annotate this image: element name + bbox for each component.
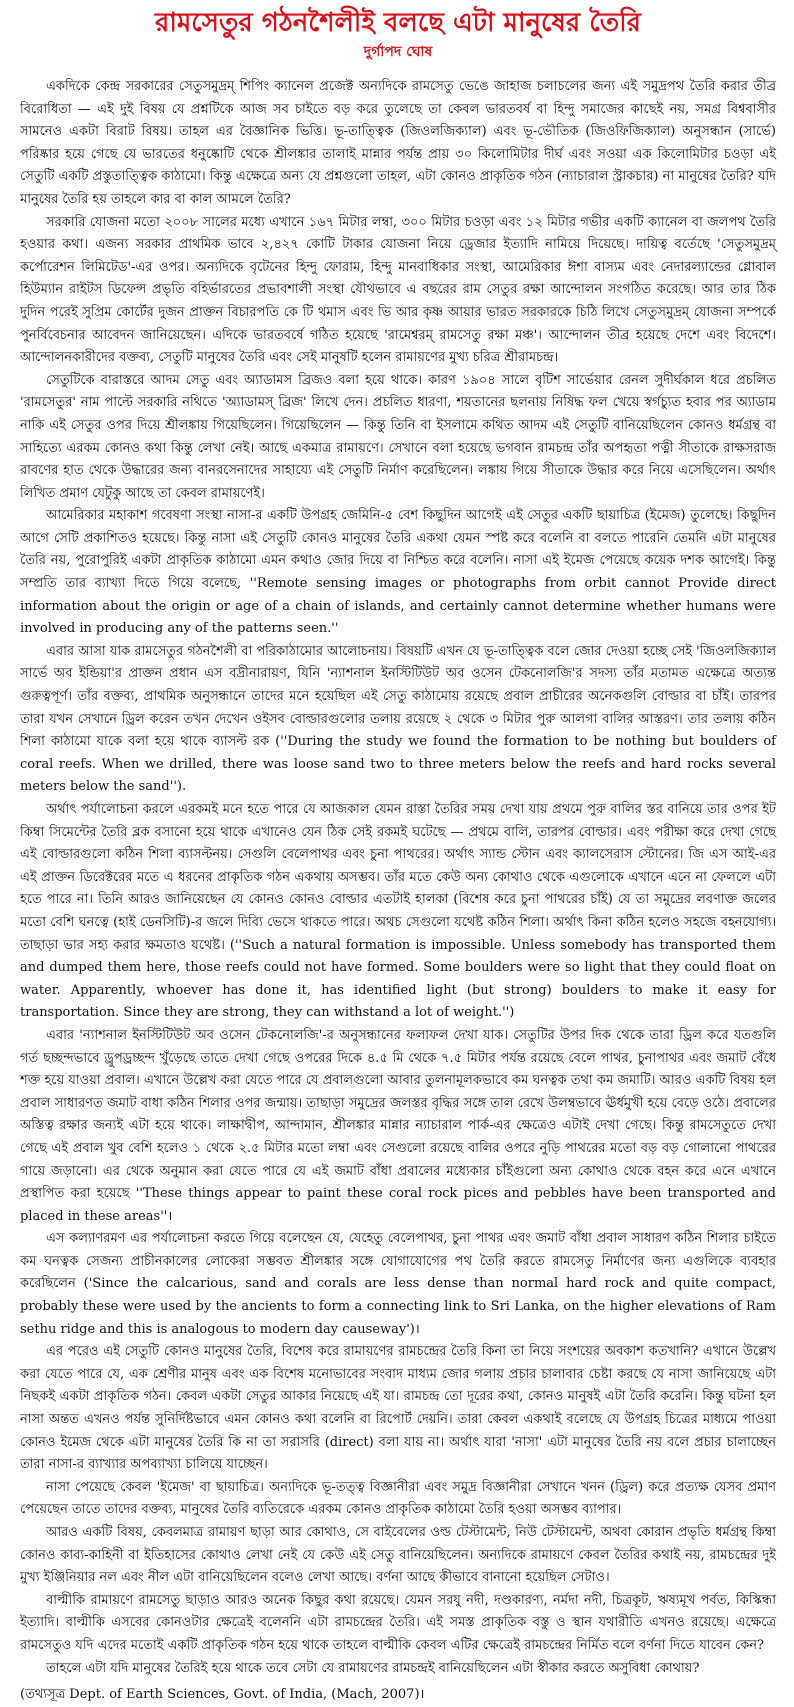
paragraph: সরকারি যোজনা মতো ২০০৮ সালের মধ্যে এখানে ১৬৭ মিটার লম্বা, ৩০০ মিটার চওড়া এবং ১২ মিটার গভীর একটি ক্যানেল বা জলপথ তৈরি হওয়ার কথা। এজন্য সরকার প্রাথমিক ভাবে ২,৪২৭ কোটি টাকার যোজনা নিয়ে ড্রেজার ইত্যাদি নামিয়ে দিয়েছে। দায়িত্ব বর্তেছে 'সেতুসমুদ্রম্‌ কর্পোরেশন লিমিটেড'-এর ওপর। অন্যদিকে বৃটেনের হিন্দু ফোরাম, হিন্দু মানবাধিকার সংস্থা, আমেরিকার ঈশা বাস্যম এবং নেদারল্যান্ডের গ্লোবাল হিউম্যান রাইটস ডিফেন্স প্রভৃতি বহির্ভারতের প্রভাবশালী সংস্থা যৌথভাবে এ বছরের রাম সেতুর রক্ষা আন্দোলন সংগঠিত করেছে। আর তার ঠিক দুদিন পরেই সুপ্রিম কোর্টের দুজন প্রাক্তন বিচারপতি কে টি থমাস এবং ভি আর কৃষ্ণ আয়ার ভারত সরকারকে চিঠি লিখে সেতুসমুদ্রম্‌ যোজনা সম্পর্কে পুনর্বিবেচনার আবেদন জানিয়েছেন। এদিকে ভারতবর্ষে গঠিত হয়েছে 'রামেশ্বরম্‌ রামসেতু রক্ষা মঞ্চ'। আন্দোলন তীব্র হয়েছে দেশে এবং বিদেশে। আন্দোলনকারীদের বক্তব্য, সেতুটি মানুষের তৈরি এবং সেই মানুষটি হলেন রামায়ণের মুখ্য চরিত্র শ্রীরামচন্দ্র। [20, 214, 776, 366]
paragraph: নাসা পেয়েছে কেবল 'ইমেজ' বা ছায়াচিত্র। অন্যদিকে ভূ-তত্ত্ব বিজ্ঞানীরা এবং সমুদ্র বিজ্ঞানীরা সেখানে খনন (ড্রিল) করে প্রত্যক্ষ যেসব প্রমাণ পেয়েছেন তাতে তাদের বক্তব্য, মানুষের তৈরি ব্যতিরেকে এরকম কোনও প্রাকৃতিক কাঠামো তৈরি হওয়া অসম্ভব ব্যাপার। [20, 1479, 776, 1518]
article-body [20, 76, 776, 1707]
paragraph: এবার 'ন্যাশনাল ইনস্টিটিউট অব ওসেন টেকনোলজি'-র অনুসন্ধানের ফলাফল দেখা যাক। সেতুটির উপর দিক থেকে তারা ড্রিল করে যতগুলি গর্ত ছচ্ছন্দভাবে ড্রুপড্রচ্ছন্দ খুঁড়েছে তাতে দেখা গেছে ওপরের দিকে ৪.৫ মি থেকে ৭.৫ মিটার পর্যন্ত রয়েছে বেলে পাথর, চুনাপাথর এবং জমাট বেঁধে শক্ত হয়ে যাওয়া প্রবাল। এখানে উল্লেখ করা যেতে পারে যে প্রবালগুলো আবার তুলনামূলকভাবে কম ঘনত্বক তথা কম জমাটি। আরও একটি বিষয় হল প্রবাল সাধারণত জমাট বাধা কঠিন শিলার ওপর জন্মায়। তাছাড়া সমুদ্রের জলস্তর বৃদ্ধির সঙ্গে তাল রেখে উলম্বভাবে ঊর্ধমুখী হয়ে বেড়ে ওঠে। প্রবালের অস্তিত্ব রক্ষার জন্যই এটা হয়ে থাকে। লাক্ষাদ্বীপ, আন্দামান, শ্রীলঙ্কার মান্নার ন্যাচারাল পার্ক-এর ক্ষেত্রেও এটাই দেখা গেছে। কিন্তু রামসেতুতে দেখা গেছে এই প্রবাল খুব বেশি হলেও ১ থেকে ২.৫ মিটার মতো লম্বা এবং সেগুলো রয়েছে বালির ওপরে নুড়ি পাথরের মতো বড় বড় গোলানো পাথরের গায়ে জড়ানো। এর থেকে অনুমান করা যেতে পারে যে এই জমাট বাঁধা প্রবালের মধ্যেকার চাঁইগুলো অন্য কোথাও থেকে বহন করে এনে এখানে প্রস্থাপিত করা হয়েছে ''These things appear to paint these coral rock pices and pebbles have been transported and placed in these areas''। [20, 1027, 777, 1224]
paragraph: এবার আসা যাক রামসেতুর গঠনশৈলী বা পরিকাঠামোর আলোচনায়। বিষয়টি এখন যে ভূ-তাত্ত্বিক বলে জোর দেওয়া হচ্ছে সেই 'জিওলজিক্যাল সার্ভে অব ইন্ডিয়া'র প্রাক্তন প্রধান এস বদ্রীনারায়ণ, যিনি 'ন্যাশনাল ইনস্টিটিউট অব ওসেন টেকনোলজি'র সদস্য তাঁর মতামত এক্ষেত্রে অত্যন্ত গুরুত্বপূর্ণ। তাঁর বক্তব্য, প্রাথমিক অনুসন্ধানে তাদের মনে হয়েছিল এই সেতু কাঠামোয় রয়েছে প্রবাল প্রাচীরের অনেকগুলি বোল্ডার বা চাঁই। তারপর তারা যখন সেখানে ড্রিল করেন তখন দেখেন ওইসব বোল্ডারগুলোর তলায় রয়েছে ২ থেকে ৩ মিটার পুরু আলগা বালির আস্তরণ। তার তলায় কঠিন শিলা কাঠামো যাকে বলা হয়ে থাকে ব্যাসল্ট রক (''During the study we found the formation to be nothing but boulders of coral reefs. When we drilled, there was loose sand two to three meters below the reefs and hard rocks several meters below the sand''). [20, 643, 777, 795]
paragraph: এর পরেও এই সেতুটি কোনও মানুষের তৈরি, বিশেষ করে রামায়ণের রামচন্দ্রের তৈরি কিনা তা নিয়ে সংশয়ের অবকাশ কতখানি? এখানে উল্লেখ করা যেতে পারে যে, এক শ্রেণীর মানুষ এবং এক বিশেষ মনোভাবের সংবাদ মাধ্যম জোর গলায় প্রচার চালাবার চেষ্টা করছে যে নাসা জানিয়েছে এটা নিছকই একটা প্রাকৃতিক গঠন। কেবল একটা সেতুর আকার নিয়েছে এই যা। রামচন্দ্র তো দূরের কথা, কোনও মানুষই এটা তৈরি করেনি। কিন্তু ঘটনা হল নাসা অন্তত এখনও পর্যন্ত সুনির্দিষ্টভাবে এমন কোনও কথা বলেনি বা রিপোর্ট দেয়নি। তারা কেবল একথাই বলেছে যে উপগ্রহ চিত্রের মাধ্যমে পাওয়া কোনও ইমেজ থেকে এটা মানুষের তৈরি কি না তা সরাসরি (direct) বলা যায় না। অর্থাৎ যারা 'নাসা' এটা মানুষের তৈরি নয় বলে প্রচার চালাচ্ছেন তারা নাসা-র ব্যাখ্যার অপব্যাখ্যা চালিয়ে যাচ্ছেন। [20, 1344, 776, 1473]
paragraph: বাল্মীকি রামায়ণে রামসেতু ছাড়াও আরও অনেক কিছুর কথা রয়েছে। যেমন সরযু নদী, দণ্ডকারণ্য, নর্মদা নদী, চিত্রকূট, ঋষ্যমূখ পর্বত, কিস্কিন্ধা ইত্যাদি। বাল্মীকি এসবের কোনওটার ক্ষেত্রেই বলেননি এটা রামচন্দ্রের তৈরি। এই সমস্ত প্রাকৃতিক বস্তু ও স্থান যথারীতি এখনও রয়েছে। এক্ষেত্রে রামসেতুও যদি এদের মতোই একটি প্রাকৃতিক গঠন হয়ে থাকে তাহলে বাল্মীকি কেবল এটির ক্ষেত্রেই রামচন্দ্রের নির্মিত বলে বর্ণনা দিতে যাবেন কেন? [20, 1592, 776, 1653]
source-citation: (তথ্যসূত্র Dept. of Earth Sciences, Govt. of India, (Mach, 2007)। [20, 1687, 425, 1703]
paragraph: আমেরিকার মহাকাশ গবেষণা সংস্থা নাসা-র একটি উপগ্রহ জেমিনি-৫ বেশ কিছুদিন আগেই এই সেতুর একটি ছায়াচিত্র (ইমেজ) তুলেছে। কিছুদিন আগে সেটি প্রকাশিতও হয়েছে। কিন্তু নাসা এই সেতুটি কোনও মানুষের তৈরি একথা যেমন স্পষ্ট করে বলেনি বা বলতে পারেনি তেমনি এটা মানুষের তৈরি নয়, পুরোপুরিই একটা প্রাকৃতিক কাঠামো এমন কথাও জোর দিয়ে বা নিশ্চিত করে বলেনি। নাসা এই ইমেজ পেয়েছে কয়েক দশক আগেই। কিন্তু সম্প্রতি তার ব্যাখ্যা দিতে গিয়ে বলেছে, ''Remote sensing images or photographs from orbit cannot Provide direct information about the origin or age of a chain of islands, and certainly cannot determine whether humans were involved in producing any of the patterns seen.'' [20, 508, 776, 637]
article-title: রামসেতুর গঠনশৈলীই বলছে এটা মানুষের তৈরি [155, 8, 641, 38]
paragraph: আরও একটি বিষয়, কেবলমাত্র রামায়ণ ছাড়া আর কোথাও, সে বাইবেলের ওল্ড টেস্টামেন্ট, নিউ টেস্টামেন্ট, অথবা কোরান প্রভৃতি ধর্মগ্রন্থ কিম্বা কোনও কাব্য-কাহিনী বা ইতিহাসের কোথাও লেখা নেই যে কেউ এই সেতু বানিয়েছিলেন। অন্যদিকে রামায়ণে কেবল তৈরির কথাই নয়, রামচন্দ্রের দুই মুখ্য ইঞ্জিনিয়ার নল এবং নীল এটা বানিয়েছিলেন বলেও লেখা আছে। বর্ণনা আছে কীভাবে বানানো হয়েছিল সেটাও। [20, 1525, 776, 1586]
paragraph: এস কল্যাণরমণ এর পর্যালোচনা করতে গিয়ে বলেছেন যে, যেহেতু বেলেপাথর, চুনা পাথর এবং জমাট বাঁধা প্রবাল সাধারণ কঠিন শিলার চাইতে কম ঘনত্বক সেজন্য প্রাচীনকালের লোকেরা সম্ভবত শ্রীলঙ্কার সঙ্গে যোগাযোগের পথ তৈরি করতে রামসেতু নির্মাণের জন্য এগুলিকে ব্যবহার করেছিলেন ('Since the calcarious, sand and corals are less dense than normal hard rock and quite compact, probably these were used by the ancients to form a connecting link to Sri Lanka, on the higher elevations of Ram sethu ridge and this is analogous to modern day causeway')। [20, 1231, 776, 1337]
paragraph: সেতুটিকে বারাস্তরে আদম সেতু এবং অ্যাডামস ব্রিজও বলা হয়ে থাকে। কারণ ১৯০৪ সালে বৃটিশ সার্ভেয়ার রেনল সুদীর্ঘকাল ধরে প্রচলিত 'রামসেতুর' নাম পাল্টে সরকারি নথিতে 'অ্যাডামস্‌ ব্রিজ' লিখে দেন। প্রচলিত ধারণা, শয়তানের ছলনায় নিষিদ্ধ ফল খেয়ে স্বর্গচ্যুত হবার পর অ্যাডাম নাকি এই সেতুর ওপর দিয়ে শ্রীলঙ্কায় গিয়েছিলেন। গিয়েছিলেন — কিন্তু তিনি বা ইসলামে কথিত আদম এই সেতুটি বানিয়েছিলেন কোনও ধর্মগ্রন্থ বা সাহিত্যে এরকম কোনও কথা কিন্তু লেখা নেই। আছে একমাত্র রামায়ণে। সেখানে বলা হয়েছে ভগবান রামচন্দ্র তাঁর অপহৃতা পত্নী সীতাকে রাক্ষসরাজ রাবণের হাত থেকে উদ্ধারের জন্য বানরসেনাদের সাহায্যে এই সেতুটি নির্মাণ করেছিলেন। লঙ্কায় গিয়ে সীতাকে উদ্ধার করে নিয়ে এসেছিলেন। অর্থাৎ লিখিত প্রমাণ যেটুকু আছে তা কেবল রামায়ণেই। [20, 372, 776, 501]
paragraph: অর্থাৎ পর্যালোচনা করলে এরকমই মনে হতে পারে যে আজকাল যেমন রাস্তা তৈরির সময় দেখা যায় প্রথমে পুরু বালির স্তর বানিয়ে তার ওপর ইট কিম্বা সিমেন্টের তৈরি ব্লক বসানো হয়ে থাকে এখানেও যেন ঠিক সেই রকমই ঘটেছে — প্রথমে বালি, তারপর বোল্ডার। এবং পরীক্ষা করে দেখা গেছে এই বোল্ডারগুলো কঠিন শিলা ব্যাসল্টনয়। সেগুলি বেলেপাথর এবং চুনা পাথরের। অর্থাৎ স্যান্ড স্টোন এবং ক্যালসেরাস স্টোনের। জি এস আই-এর এই প্রাক্তন ডিরেক্টরের মতে এ ধরনের প্রাকৃতিক গঠন একথায় অসম্ভব। তাঁর মতে কেউ অন্য কোথাও থেকে এগুলোকে এখানে এনে না ফেললে এটা হতে পারে না। তিনি আরও জানিয়েছেন যে কোনও কোনও বোল্ডার এতটাই হালকা (বিশেষ করে চুনা পাথরের চাঁই) যে তা সমুদ্রের লবণাক্ত জলের মতো বেশি ঘনত্বে (হাই ডেনসিটি)-র জলে দিব্যি ভেসে থাকতে পারে। অথচ সেগুলো যথেষ্ট কঠিন শিলা। অর্থাৎ কিনা কঠিন হলেও সহজে বহনযোগ্য। তাছাড়া ভার সহ্য করার ক্ষমতাও যথেষ্ট। (''Such a natural formation is impossible. Unless somebody has transported them and dumped them here, those reefs could not have formed. Some boulders were so light that they could float on water. Apparently, whoever has done it, has identified light (but strong) boulders to make it easy for transportation. Since they are strong, they can withstand a lot of weight.'') [20, 802, 776, 1021]
paragraph: তাহলে এটা যদি মানুষের তৈরিই হয়ে থাকে তবে সেটা যে রামায়ণের রামচন্দ্রই বানিয়েছিলেন এটা স্বীকার করতে অসুবিধা কোথায়? [46, 1660, 700, 1676]
paragraph: একদিকে কেন্দ্র সরকারের সেতুসমুদ্রম্‌ শিপিং ক্যানেল প্রজেক্ট অন্যদিকে রামসেতু ভেঙে জাহাজ চলাচলের জন্য এই সমুদ্রপথ তৈরি করার তীব্র বিরোধিতা — এই দুই বিষয় যে প্রশ্নটিকে আজ সব চাইতে বড় করে তুলেছে তা কেবল ভারতবর্ষ বা হিন্দু সমাজের কাছেই নয়, সমগ্র বিশ্ববাসীর সামনেও একটা বিরাট বিষয়। তাহল এর বৈজ্ঞানিক ভিত্তি। ভূ-তাত্ত্বিক (জিওলজিক্যাল) এবং ভূ-ভৌতিক (জিওফিজিক্যাল) অনুসন্ধান (সার্ভে) পরিষ্কার হয়ে গেছে যে ভারতের ধনুষ্কোটি থেকে শ্রীলঙ্কার তালাই মান্নার পর্যন্ত প্রায় ৩০ কিলোমিটার দীর্ঘ এবং সওয়া এক কিলোমিটার চওড়া এই সেতুটি একটি প্রস্তুতাত্ত্বিক কাঠামো। কিন্তু এক্ষেত্রে অন্য যে প্রশ্নগুলো তাহল, এটা কোনও প্রাকৃতিক গঠন (ন্যাচারাল স্ট্রাকচার) না মানুষের তৈরি? যদি মানুষের তৈরি হয় তাহলে কার বা কাল আমলে তৈরি? [20, 79, 776, 207]
author-byline: দুর্গাপদ ঘোষ [363, 44, 433, 60]
